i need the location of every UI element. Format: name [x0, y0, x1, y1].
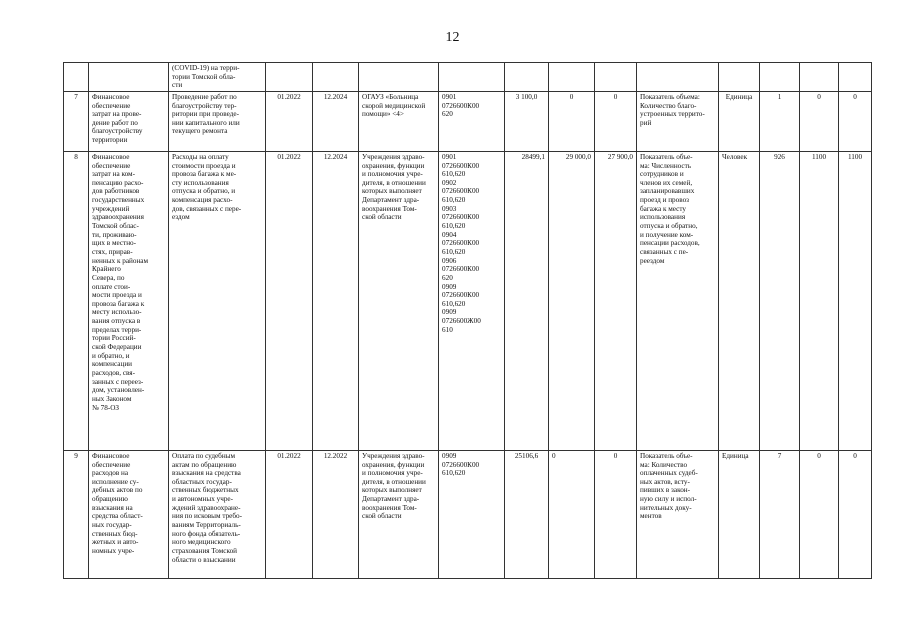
funding-year-2: 29 000,0 — [549, 151, 595, 450]
budget-code: 0901 0726600К00 620 — [439, 91, 505, 151]
funding-year-2: 0 — [549, 450, 595, 578]
executor — [359, 63, 439, 92]
funding-year-2 — [549, 63, 595, 92]
funding-year-1: 28499,1 — [505, 151, 549, 450]
row-number: 8 — [64, 151, 89, 450]
funding-year-3: 27 900,0 — [595, 151, 637, 450]
end-date — [313, 63, 359, 92]
row-number: 9 — [64, 450, 89, 578]
indicator: Показатель объе- ма: Численность сотрудников и членов их семей, запланировавших проезд и провоз багажа к месту использования отпуска и обратно, и получение ком- пенсации расходов, связанных с пе- реездом — [637, 151, 719, 450]
target-year-3: 1100 — [839, 151, 872, 450]
table-row — [64, 450, 872, 578]
unit: Единица — [719, 91, 760, 151]
target-year-1: 1 — [760, 91, 800, 151]
budget-code: 0909 0726600К00 610,620 — [439, 450, 505, 578]
funding-year-1 — [505, 63, 549, 92]
budget-code — [439, 63, 505, 92]
target-year-2 — [800, 63, 839, 92]
funding-year-3: 0 — [595, 91, 637, 151]
target-year-2: 1100 — [800, 151, 839, 450]
measure-name: Финансовое обеспечение затрат на прове- дение работ по благоустройству территории — [89, 91, 169, 151]
target-year-1: 926 — [760, 151, 800, 450]
budget-code: 0901 0726600К00 610,620 0902 0726600К00 610,620 0903 0726600К00 610,620 0904 0726600К00 610,620 0906 0726600К00 620 0909 0726600К00 610,620 0909 0726600Ж00 610 — [439, 151, 505, 450]
executor: ОГАУЗ «Больница скорой медицинской помощи» <4> — [359, 91, 439, 151]
unit: Единица — [719, 450, 760, 578]
row-number: 7 — [64, 91, 89, 151]
funding-year-1: 25106,6 — [505, 450, 549, 578]
page-number: 12 — [445, 30, 460, 45]
measure-name: Финансовое обеспечение расходов на исполнение су- дебных актов по обращению взыскания на средства област- ных государ- ственных бюд- жетных и авто- номных учре- — [89, 450, 169, 578]
funding-year-2: 0 — [549, 91, 595, 151]
measure-name: Финансовое обеспечение затрат на ком- пенсацию расхо- дов работников государственных учреждений здравоохранения Томской облас- ти, проживаю- щих в местно- стях, прирав- ненных к районам Крайнего Севера, по оплате стои- мости проезда и провоза багажа к месту использо- вания отпуска в пределах терри- тории Россий- ской Федерации и обратно, и компенсации расходов, свя- занных с переез- дом, установлен- ных Законом № 78-ОЗ — [89, 151, 169, 450]
indicator — [637, 63, 719, 92]
start-date: 01.2022 — [266, 151, 313, 450]
target-year-2: 0 — [800, 450, 839, 578]
unit: Человек — [719, 151, 760, 450]
target-year-3 — [839, 63, 872, 92]
start-date: 01.2022 — [266, 91, 313, 151]
funding-year-3 — [595, 63, 637, 92]
indicator: Показатель объе- ма: Количество оплаченных судеб- ных актов, всту- пивших в закон- ную силу и испол- нительных доку- ментов — [637, 450, 719, 578]
unit — [719, 63, 760, 92]
target-year-3: 0 — [839, 450, 872, 578]
measure-description: Проведение работ по благоустройству тер- ритории при проведе- нии капитального или текущего ремонта — [169, 91, 266, 151]
indicator: Показатель объема: Количество благо- устроенных террито- рий — [637, 91, 719, 151]
start-date — [266, 63, 313, 92]
target-year-3: 0 — [839, 91, 872, 151]
target-year-1: 7 — [760, 450, 800, 578]
table-row — [64, 91, 872, 151]
measure-description: (COVID-19) на терри- тории Томской обла- сти — [169, 63, 266, 92]
start-date: 01.2022 — [266, 450, 313, 578]
funding-year-3: 0 — [595, 450, 637, 578]
measure-description: Расходы на оплату стоимости проезда и провоза багажа к ме- сту использования отпуска и обратно, и компенсация расхо- дов, связанных с пере- ездом — [169, 151, 266, 450]
row-number — [64, 63, 89, 92]
table-row — [64, 151, 872, 450]
executor: Учреждения здраво- охранения, функции и полномочия учре- дителя, в отношении которых выполняет Департамент здра- воохранения Том- ской области — [359, 450, 439, 578]
measures-table — [63, 62, 872, 579]
executor: Учреждения здраво- охранения, функции и полномочия учре- дителя, в отношении которых выполняет Департамент здра- воохранения Том- ской области — [359, 151, 439, 450]
end-date: 12.2024 — [313, 91, 359, 151]
measure-name — [89, 63, 169, 92]
table-row — [64, 63, 872, 92]
end-date: 12.2022 — [313, 450, 359, 578]
measure-description: Оплата по судебным актам по обращению взыскания на средства областных государ- ственных бюджетных и автономных учре- ждений здравоохране- ния по исковым требо- ваниям Территориаль- ного фонда обязатель- ного медицинского страхования Томской области о взыскании — [169, 450, 266, 578]
end-date: 12.2024 — [313, 151, 359, 450]
target-year-1 — [760, 63, 800, 92]
target-year-2: 0 — [800, 91, 839, 151]
funding-year-1: 3 100,0 — [505, 91, 549, 151]
